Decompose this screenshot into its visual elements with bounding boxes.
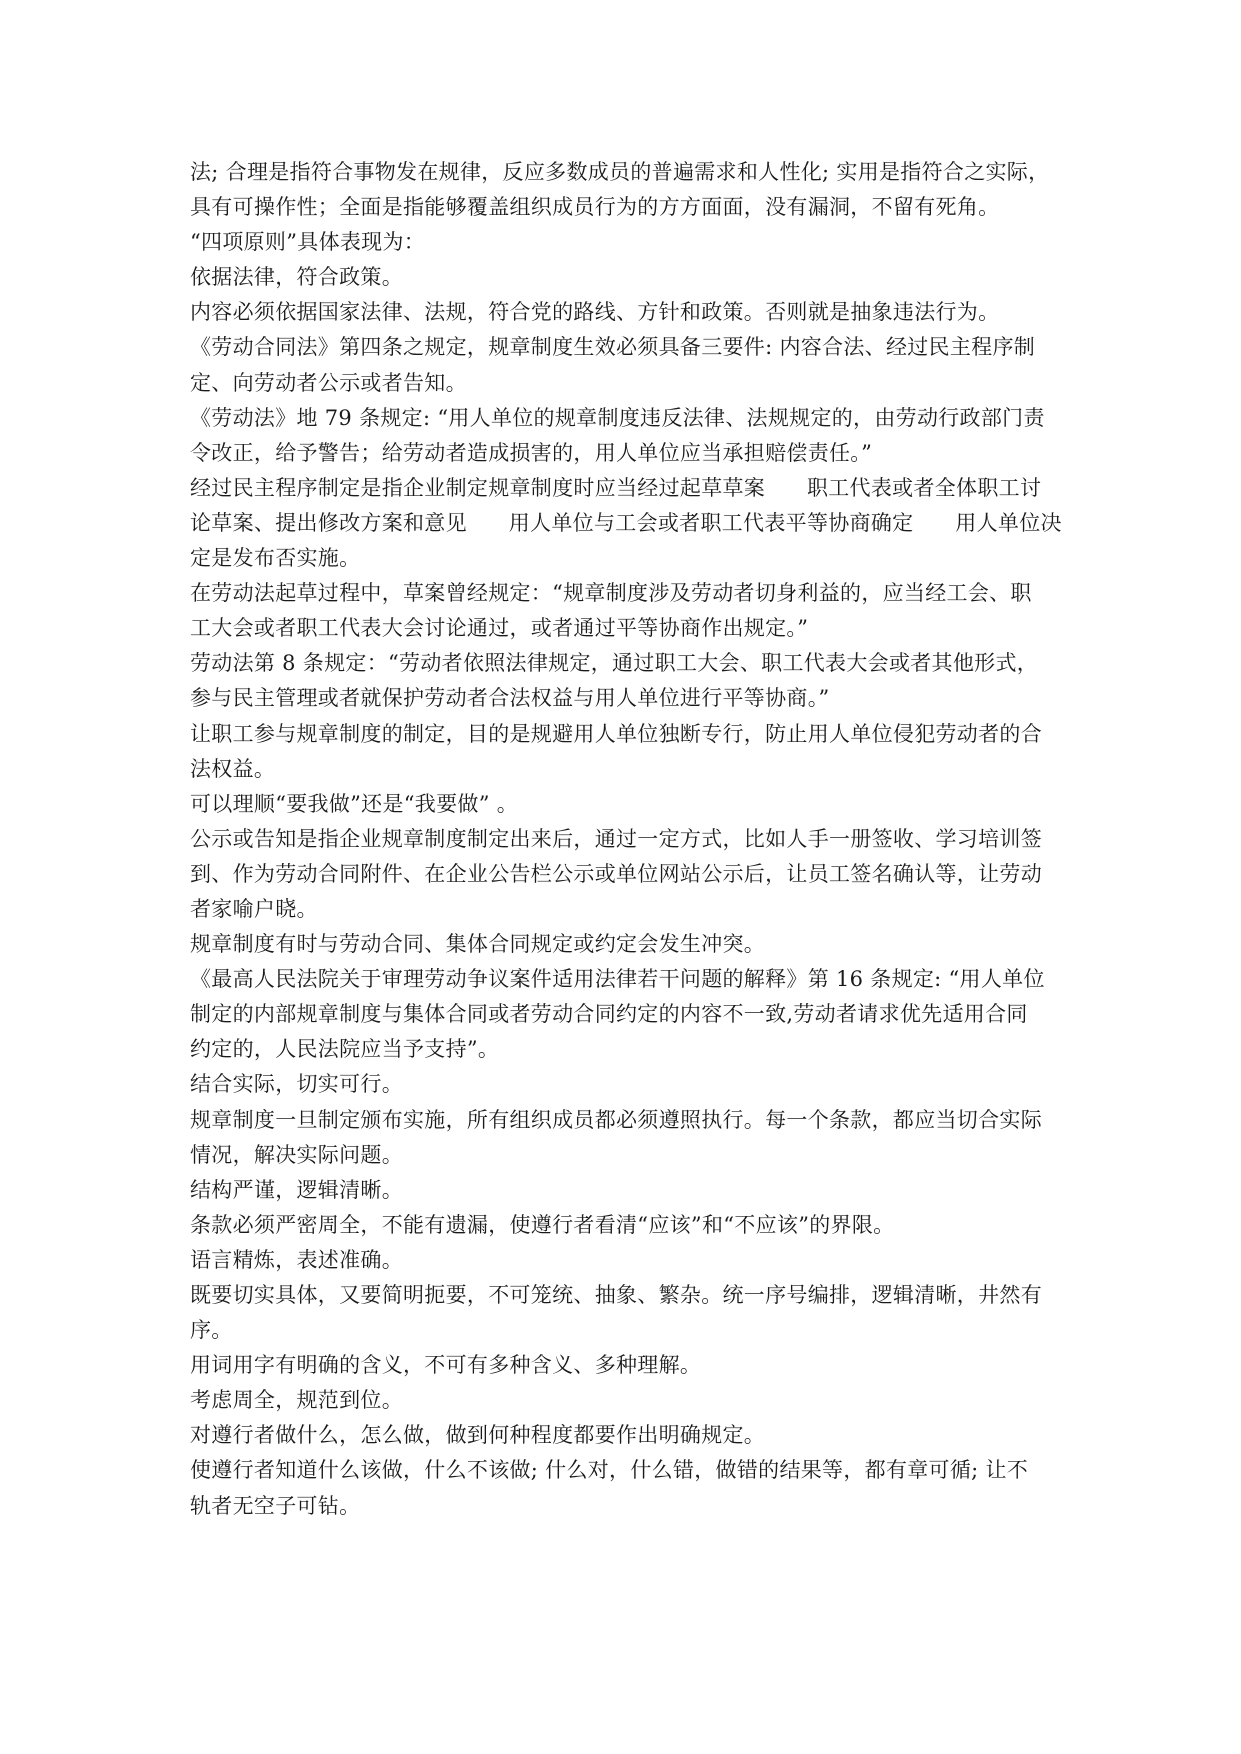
text-line: 情况，解决实际问题。 [190,1142,403,1167]
text-line: 定、向劳动者公示或者告知。 [190,370,467,395]
text-line: 内容必须依据国家法律、法规，符合党的路线、方针和政策。否则就是抽象违法行为。 [190,300,1000,325]
text-line: 《最高人民法院关于审理劳动争议案件适用法律若干问题的解释》第 16 条规定: “用人单位 [190,967,1045,992]
text-line: 定是发布否实施。 [190,546,361,571]
text-line: 考虑周全，规范到位。 [190,1388,403,1413]
text-line: 论草案、提出修改方案和意见 用人单位与工会或者职工代表平等协商确定 用人单位决 [190,510,1062,535]
text-line: 可以理顺“要我做”还是“我要做” 。 [190,791,519,816]
text-line: 具有可操作性；全面是指能够覆盖组织成员行为的方方面面，没有漏洞，不留有死角。 [190,195,1000,220]
text-line: 劳动法第 8 条规定：“劳动者依照法律规定，通过职工大会、职工代表大会或者其他形式， [190,651,1039,676]
text-line: 结合实际，切实可行。 [190,1072,403,1097]
text-line: 语言精炼，表述准确。 [190,1247,403,1272]
text-line: 规章制度一旦制定颁布实施，所有组织成员都必须遵照执行。每一个条款，都应当切合实际 [190,1107,1042,1132]
text-line: 用词用字有明确的含义，不可有多种含义、多种理解。 [190,1353,702,1378]
text-line: 既要切实具体，又要简明扼要，不可笼统、抽象、繁杂。统一序号编排，逻辑清晰，井然有 [190,1283,1042,1307]
text-line: 经过民主程序制定是指企业制定规章制度时应当经过起草草案 职工代表或者全体职工讨 [190,475,1042,500]
text-line: 依据法律，符合政策。 [190,265,403,290]
document-body [190,155,1090,1524]
text-line: 公示或告知是指企业规章制度制定出来后，通过一定方式，比如人手一册签收、学习培训签 [190,826,1042,851]
text-line: 使遵行者知道什么该做，什么不该做; 什么对，什么错，做错的结果等，都有章可循; 让不 [190,1458,1029,1483]
text-line: “四项原则”具体表现为： [190,230,426,255]
text-line: 让职工参与规章制度的制定，目的是规避用人单位独断专行，防止用人单位侵犯劳动者的合 [190,721,1042,746]
text-line: 制定的内部规章制度与集体合同或者劳动合同约定的内容不一致,劳动者请求优先适用合同 [190,1002,1028,1027]
text-line: 结构严谨，逻辑清晰。 [190,1177,403,1202]
text-line: 法权益。 [190,756,276,781]
text-line: 《劳动法》地 79 条规定: “用人单位的规章制度违反法律、法规规定的，由劳动行政部门责 [190,405,1045,430]
text-line: 到、作为劳动合同附件、在企业公告栏公示或单位网站公示后，让员工签名确认等，让劳动 [190,861,1042,886]
text-line: 约定的，人民法院应当予支持”。 [190,1037,500,1062]
text-line: 轨者无空子可钻。 [190,1493,361,1518]
text-line: 规章制度有时与劳动合同、集体合同规定或约定会发生冲突。 [190,932,766,957]
text-line: 令改正，给予警告；给劳动者造成损害的，用人单位应当承担赔偿责任。” [190,440,873,465]
text-line: 《劳动合同法》第四条之规定，规章制度生效必须具备三要件: 内容合法、经过民主程序制 [190,335,1036,360]
text-line: 法; 合理是指符合事物发在规律，反应多数成员的普遍需求和人性化; 实用是指符合之实际， [190,160,1050,184]
text-line: 在劳动法起草过程中，草案曾经规定：“规章制度涉及劳动者切身利益的，应当经工会、职 [190,581,1032,606]
text-line: 序。 [190,1318,233,1343]
text-line: 条款必须严密周全，不能有遗漏，使遵行者看清“应该”和“不应该”的界限。 [190,1212,895,1237]
text-line: 工大会或者职工代表大会讨论通过，或者通过平等协商作出规定。” [190,616,809,641]
text-line: 对遵行者做什么，怎么做，做到何种程度都要作出明确规定。 [190,1423,766,1448]
text-line: 者家喻户晓。 [190,896,318,921]
text-line: 参与民主管理或者就保护劳动者合法权益与用人单位进行平等协商。” [190,686,830,711]
